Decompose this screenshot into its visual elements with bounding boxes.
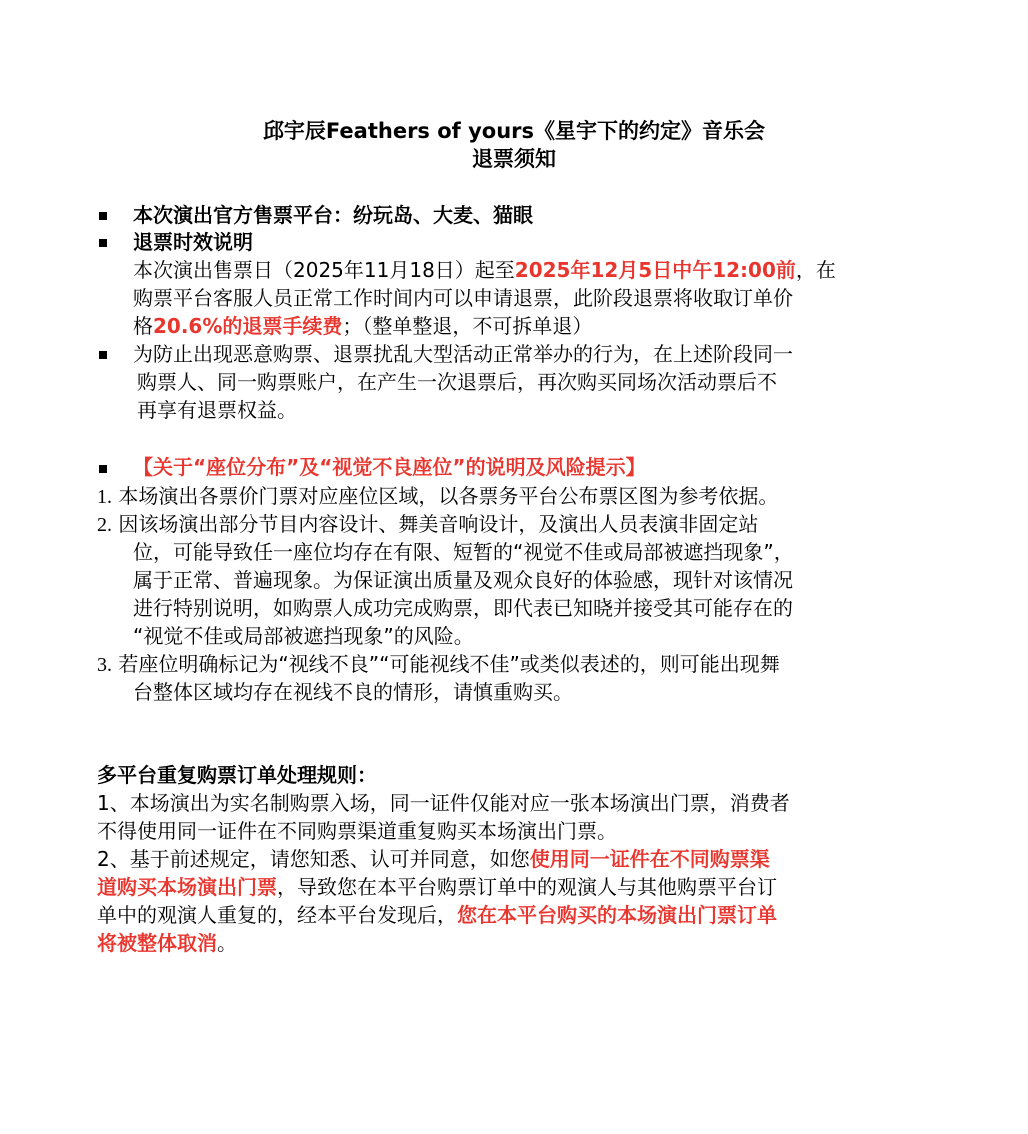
- document-subtitle: 退票须知: [472, 147, 556, 171]
- refund-line-3: [133, 313, 592, 340]
- multi-platform-heading: 多平台重复购票订单处理规则：: [97, 763, 377, 787]
- bullet-marker: [99, 465, 107, 473]
- multi-rule-2-line-1: [97, 846, 770, 873]
- bullet-marker: [99, 239, 107, 247]
- seat-note-2-number: 2.: [97, 514, 112, 536]
- multi-rule-1-line-1: 1、本场演出为实名制购票入场，同一证件仅能对应一张本场演出门票，消费者: [97, 791, 790, 815]
- seat-note-3-line-1: [97, 651, 780, 679]
- seat-note-3-line-2: 台整体区域均存在视线不良的情形，请慎重购买。: [133, 680, 573, 704]
- seat-note-2-line-4: 进行特别说明，如购票人成功完成购票，即代表已知晓并接受其可能存在的: [133, 596, 793, 620]
- seat-note-2-line-5: “视觉不佳或局部被遮挡现象”的风险。: [133, 624, 474, 648]
- multi-rule-2-line-4: [97, 930, 237, 957]
- multi-rule-2-highlight-2: 道购买本场演出门票: [97, 875, 277, 899]
- refund-line-1-b: ，在: [795, 258, 836, 282]
- refund-line-2: 购票平台客服人员正常工作时间内可以申请退票，此阶段退票将收取订单价: [133, 286, 793, 310]
- multi-rule-2-line-3: [97, 902, 777, 929]
- refund-line-3-b: ；（整单整退，不可拆单退）: [342, 314, 593, 338]
- refund-fee-highlight: 20.6%的退票手续费: [153, 314, 343, 338]
- seat-note-3-number: 3.: [97, 654, 112, 676]
- refund-deadline-highlight: 2025年12月5日中午12:00前: [514, 258, 796, 282]
- bullet-marker: [99, 351, 107, 359]
- seat-note-1-number: 1.: [97, 486, 112, 508]
- seat-note-2-line-3: 属于正常、普遍现象。为保证演出质量及观众良好的体验感，现针对该情况: [133, 568, 793, 592]
- multi-rule-2-line-3-a: 单中的观演人重复的，经本平台发现后，: [97, 903, 457, 927]
- multi-rule-2-line-2-b: ，导致您在本平台购票订单中的观演人与其他购票平台订: [277, 875, 777, 899]
- seat-note-3-text: 若座位明确标记为“视线不良”“可能视线不佳”或类似表述的，则可能出现舞: [118, 652, 780, 676]
- malicious-line-3: 再享有退票权益。: [137, 398, 297, 422]
- refund-line-1: [133, 257, 836, 284]
- multi-rule-1-line-2: 不得使用同一证件在不同购票渠道重复购买本场演出门票。: [97, 819, 617, 843]
- multi-rule-2-highlight-4: 将被整体取消: [97, 931, 217, 955]
- refund-line-3-a: 格: [133, 314, 153, 338]
- multi-rule-2-line-1-a: 2、基于前述规定，请您知悉、认可并同意，如您: [97, 847, 530, 871]
- bullet-marker: [99, 212, 107, 220]
- seat-note-1: [97, 483, 778, 511]
- malicious-line-1: 为防止出现恶意购票、退票扰乱大型活动正常举办的行为，在上述阶段同一: [133, 342, 793, 366]
- malicious-line-2: 购票人、同一购票账户，在产生一次退票后，再次购买同场次活动票后不: [137, 370, 777, 394]
- multi-rule-2-highlight-1: 使用同一证件在不同购票渠: [529, 847, 770, 871]
- multi-rule-2-highlight-3: 您在本平台购买的本场演出门票订单: [457, 903, 777, 927]
- seat-note-2-line-2: 位，可能导致任一座位均存在有限、短暂的“视觉不佳或局部被遮挡现象”，: [133, 540, 794, 564]
- seat-note-1-text: 本场演出各票价门票对应座位区域，以各票务平台公布票区图为参考依据。: [118, 484, 779, 508]
- refund-heading: 退票时效说明: [133, 230, 253, 254]
- platforms-text: 本次演出官方售票平台：纷玩岛、大麦、猫眼: [133, 203, 533, 227]
- seat-risk-heading: 【关于“座位分布”及“视觉不良座位”的说明及风险提示】: [133, 455, 646, 479]
- multi-rule-2-line-2: [97, 874, 777, 901]
- refund-line-1-a: 本次演出售票日（2025年11月18日）起至: [133, 258, 515, 282]
- seat-note-2-text: 因该场演出部分节目内容设计、舞美音响设计，及演出人员表演非固定站: [118, 512, 759, 536]
- multi-rule-2-line-4-b: 。: [217, 931, 237, 955]
- seat-note-2-line-1: [97, 511, 758, 539]
- document-title: 邱宇辰Feathers of yours《星宇下的约定》音乐会: [262, 119, 766, 143]
